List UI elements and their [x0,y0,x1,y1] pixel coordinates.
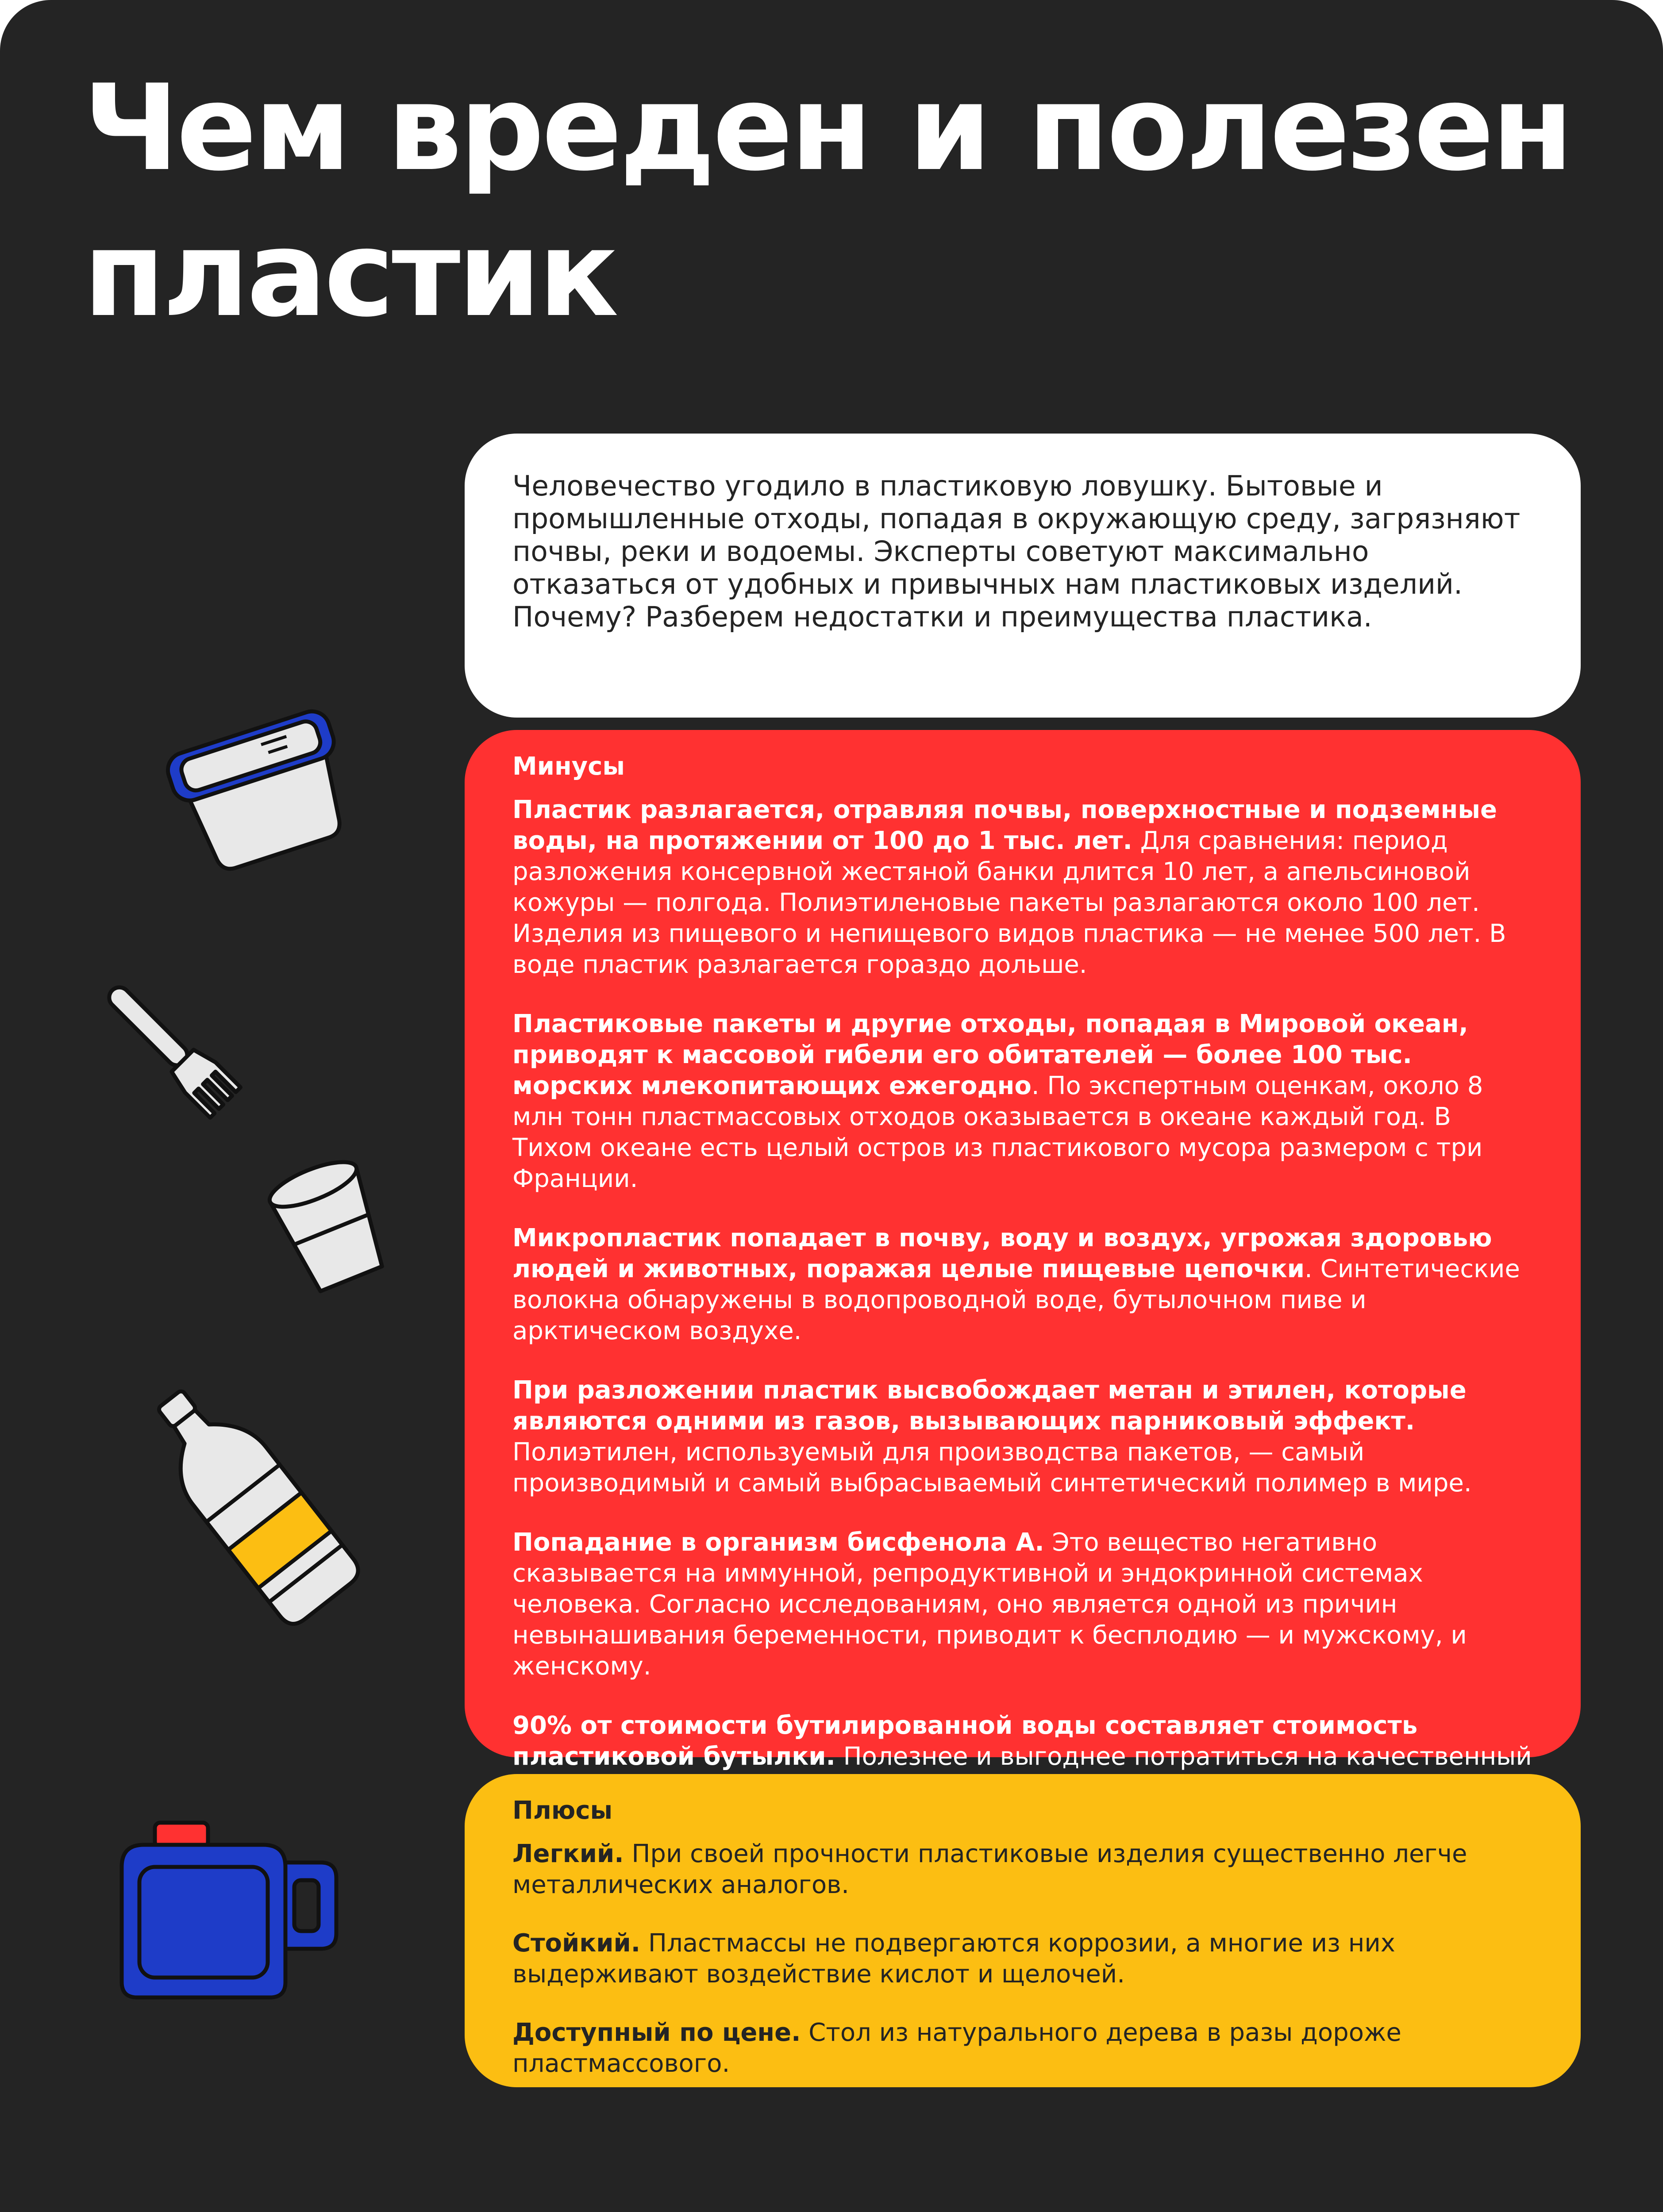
minus-item: Пластик разлагается, отравляя почвы, поверхностные и подземные воды, на протяжении от 100 до 1 тыс. лет. Для сравнения: период разложения консервной жестяной банки длится 10 лет, а апельсиновой кожуры — полгода. Полиэтиленовые пакеты разлагаются около 100 лет. Изделия из пищевого и непищевого видов пластика — не менее 500 лет. В воде пластик разлагается гораздо дольше. [512,795,1506,979]
fork-icon [84,973,266,1133]
minus-item: При разложении пластик высвобождает метан и этилен, которые являются одними из газов, вызывающих парниковый эффект. Полиэтилен, используемый для производства пакетов, — самый производимый и самый выбрасываемый синтетический полимер в мире. [512,1376,1472,1498]
minus-item: Пластиковые пакеты и другие отходы, попадая в Мировой океан, приводят к массовой гибели его обитателей — более 100 тыс. морских млекопитающих ежегодно. По экспертным оценкам, около 8 млн тонн пластмассовых отходов оказывается в океане каждый год. В Тихом океане есть целый остров из пластикового мусора размером с три Франции. [512,1010,1483,1193]
intro-text: Человечество угодило в пластиковую ловушку. Бытовые и промышленные отходы, попадая в окружающую среду, загрязняют почвы, реки и водоемы. Эксперты советуют максимально отказаться от удобных и привычных нам пластиковых изделий. Почему? Разберем недостатки и преимущества пластика. [512,470,1521,633]
plus-item: Легкий. При своей прочности пластиковые изделия существенно легче металлических аналогов. [512,1839,1467,1899]
minus-item: 90% от стоимости бутилированной воды составляет стоимость пластиковой бутылки. Полезнее и выгоднее потратиться на качественный [512,1711,1532,1771]
canister-icon [113,1809,352,2008]
minuses-card [465,730,1581,1771]
minus-item: Попадание в организм бисфенола А. Это вещество негативно сказывается на иммунной, репродуктивной и эндокринной системах человека. Согласно исследованиям, оно является одной из причин невынашивания беременности, приводит к бесплодию — и мужскому, и женскому. [512,1528,1467,1681]
title-line-2: пластик [83,205,616,343]
minuses-heading: Минусы [512,752,625,781]
plastic-cup-icon [257,1150,403,1301]
plus-item: Стойкий. Пластмассы не подвергаются коррозии, а многие из них выдерживают воздействие кислот и щелочей. [512,1929,1395,1989]
plastic-bottle-icon [115,1380,389,1637]
pluses-card [465,1774,1581,2087]
plus-item: Доступный по цене. Стол из натурального дерева в разы дороже пластмассового. [512,2018,1401,2078]
minus-item: Микропластик попадает в почву, воду и воздух, угрожая здоровью людей и животных, поражая целые пищевые цепочки. Синтетические волокна обнаружены в водопроводной воде, бутылочном пиве и арктическом воздухе. [512,1224,1520,1345]
title-line-1: Чем вреден и полезен [83,59,1571,197]
intro-card [465,434,1581,718]
pluses-heading: Плюсы [512,1796,613,1825]
food-container-icon [146,681,376,894]
page-title [83,55,1571,347]
